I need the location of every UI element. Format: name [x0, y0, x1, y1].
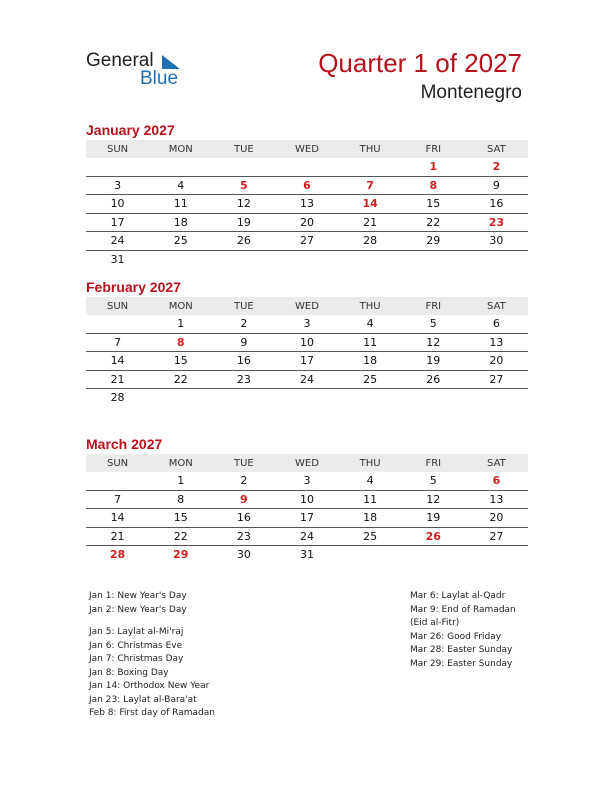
- holiday-day-cell: 28: [109, 548, 126, 562]
- day-cell: 24: [110, 234, 125, 248]
- week-row: [86, 232, 528, 251]
- day-cell: 18: [363, 354, 378, 368]
- week-row: [86, 491, 528, 510]
- week-row: [86, 371, 528, 390]
- weekday-label: FRI: [425, 457, 442, 469]
- day-cell: 22: [173, 372, 188, 386]
- weekday-label: FRI: [425, 143, 442, 155]
- day-cell: 16: [236, 354, 251, 368]
- holiday-day-cell: 8: [429, 178, 438, 192]
- day-cell: 5: [429, 317, 437, 331]
- day-cell: 13: [489, 492, 504, 506]
- holiday-note: Mar 6: Laylat al-Qadr: [410, 591, 506, 601]
- day-cell: 23: [236, 529, 251, 543]
- day-cell: 19: [426, 511, 441, 525]
- day-cell: 12: [426, 335, 441, 349]
- weekday-label: MON: [168, 457, 193, 469]
- holiday-note: (Eid al-Fitr): [410, 618, 460, 628]
- day-cell: 7: [114, 335, 122, 349]
- page-title: Quarter 1 of 2027: [318, 48, 522, 78]
- week-row: [86, 158, 528, 177]
- day-cell: 26: [426, 372, 441, 386]
- month-title: February 2027: [86, 279, 181, 295]
- logo-blue-text: Blue: [140, 68, 179, 89]
- day-cell: 26: [236, 234, 251, 248]
- holiday-note: Jan 23: Laylat al-Bara'at: [89, 694, 197, 705]
- holiday-day-cell: 8: [176, 335, 185, 349]
- week-row: [86, 528, 528, 547]
- holiday-note: Mar 28: Easter Sunday: [410, 645, 513, 655]
- month-calendar: [86, 436, 528, 564]
- holiday-day-cell: 7: [366, 178, 374, 192]
- day-cell: 31: [110, 252, 125, 266]
- weekday-label: SUN: [106, 457, 129, 469]
- spacer: [89, 617, 215, 626]
- holiday-list-right: [410, 590, 516, 671]
- day-cell: 12: [236, 197, 251, 211]
- weekday-label: THU: [359, 457, 381, 469]
- day-cell: 17: [299, 354, 314, 368]
- weekday-label: SAT: [487, 457, 506, 469]
- day-cell: 19: [236, 215, 251, 229]
- day-cell: 3: [303, 317, 311, 331]
- day-cell: 25: [173, 234, 188, 248]
- month-calendar: [86, 122, 528, 268]
- weekday-label: WED: [295, 300, 319, 312]
- week-row: [86, 177, 528, 196]
- holiday-day-cell: 5: [240, 178, 248, 192]
- day-cell: 28: [110, 391, 125, 405]
- day-cell: 22: [426, 215, 441, 229]
- day-cell: 19: [426, 354, 441, 368]
- day-cell: 18: [173, 215, 188, 229]
- day-cell: 9: [240, 335, 248, 349]
- weekday-label: WED: [295, 457, 319, 469]
- day-cell: 1: [177, 474, 185, 488]
- day-cell: 23: [236, 372, 251, 386]
- day-cell: 27: [299, 234, 314, 248]
- week-row: [86, 509, 528, 528]
- weekday-label: SUN: [106, 300, 129, 312]
- holiday-note: Mar 26: Good Friday: [410, 631, 502, 642]
- month-calendar: [86, 279, 528, 407]
- day-cell: 21: [363, 215, 378, 229]
- week-row: [86, 214, 528, 233]
- holiday-day-cell: 26: [425, 529, 441, 543]
- holiday-note: Mar 9: End of Ramadan: [410, 604, 516, 615]
- day-cell: 2: [240, 474, 248, 488]
- holiday-day-cell: 2: [492, 160, 501, 174]
- country-name: Montenegro: [420, 82, 522, 103]
- week-row: [86, 334, 528, 353]
- day-cell: 5: [429, 474, 437, 488]
- weekday-label: THU: [359, 143, 381, 155]
- day-cell: 21: [110, 529, 125, 543]
- week-row: [86, 195, 528, 214]
- holiday-day-cell: 1: [429, 160, 438, 174]
- week-row: [86, 352, 528, 371]
- day-cell: 24: [299, 372, 314, 386]
- holiday-day-cell: 6: [303, 178, 311, 192]
- day-cell: 30: [236, 548, 251, 562]
- logo: [86, 50, 196, 90]
- day-cell: 4: [177, 178, 185, 192]
- month-title: March 2027: [86, 436, 163, 452]
- holiday-note: Jan 8: Boxing Day: [89, 667, 169, 678]
- week-row: [86, 389, 528, 407]
- day-cell: 16: [236, 511, 251, 525]
- day-cell: 31: [299, 548, 314, 562]
- weekday-label: MON: [168, 300, 193, 312]
- weekday-header: [86, 297, 528, 315]
- day-cell: 20: [489, 354, 504, 368]
- day-cell: 14: [110, 511, 125, 525]
- day-cell: 15: [173, 354, 188, 368]
- day-cell: 7: [114, 492, 122, 506]
- day-cell: 20: [299, 215, 314, 229]
- day-cell: 17: [299, 511, 314, 525]
- day-cell: 25: [363, 529, 378, 543]
- weekday-label: SAT: [487, 143, 506, 155]
- day-cell: 17: [110, 215, 125, 229]
- week-row: [86, 472, 528, 491]
- day-cell: 24: [299, 529, 314, 543]
- holiday-note: Jan 7: Christmas Day: [89, 654, 184, 664]
- day-cell: 15: [426, 197, 441, 211]
- day-cell: 27: [489, 372, 504, 386]
- day-cell: 12: [426, 492, 441, 506]
- day-cell: 9: [492, 178, 500, 192]
- weekday-label: MON: [168, 143, 193, 155]
- day-cell: 13: [489, 335, 504, 349]
- day-cell: 16: [489, 197, 504, 211]
- holiday-list-left: [89, 590, 215, 721]
- logo-general-text: General: [86, 50, 154, 71]
- day-cell: 11: [173, 197, 188, 211]
- holiday-day-cell: 29: [173, 548, 189, 562]
- day-cell: 3: [114, 178, 122, 192]
- holiday-note: Jan 6: Christmas Eve: [89, 640, 183, 651]
- weekday-label: TUE: [233, 143, 254, 155]
- day-cell: 15: [173, 511, 188, 525]
- weekday-header: [86, 140, 528, 158]
- day-cell: 20: [489, 511, 504, 525]
- day-cell: 22: [173, 529, 188, 543]
- holiday-note: Jan 2: New Year's Day: [89, 604, 187, 615]
- week-row: [86, 251, 528, 269]
- weekday-label: FRI: [425, 300, 442, 312]
- holiday-note: Mar 29: Easter Sunday: [410, 658, 513, 669]
- holiday-note: Jan 1: New Year's Day: [89, 591, 187, 601]
- day-cell: 8: [177, 492, 185, 506]
- weekday-label: SAT: [487, 300, 506, 312]
- day-cell: 30: [489, 234, 504, 248]
- day-cell: 13: [299, 197, 314, 211]
- weekday-label: TUE: [233, 457, 254, 469]
- holiday-note: Jan 5: Laylat al-Mi'raj: [89, 627, 184, 637]
- day-cell: 4: [366, 474, 374, 488]
- week-row: [86, 546, 528, 564]
- day-cell: 28: [363, 234, 378, 248]
- day-cell: 29: [426, 234, 441, 248]
- day-cell: 25: [363, 372, 378, 386]
- weekday-label: WED: [295, 143, 319, 155]
- month-title: January 2027: [86, 122, 175, 138]
- day-cell: 1: [177, 317, 185, 331]
- holiday-day-cell: 6: [492, 474, 501, 488]
- day-cell: 3: [303, 474, 311, 488]
- day-cell: 27: [489, 529, 504, 543]
- day-cell: 4: [366, 317, 374, 331]
- holiday-day-cell: 14: [362, 197, 378, 211]
- holiday-day-cell: 23: [488, 215, 505, 229]
- day-cell: 6: [492, 317, 500, 331]
- day-cell: 10: [299, 335, 314, 349]
- weekday-label: TUE: [233, 300, 254, 312]
- day-cell: 21: [110, 372, 125, 386]
- day-cell: 18: [363, 511, 378, 525]
- holiday-day-cell: 9: [240, 492, 248, 506]
- holiday-note: Feb 8: First day of Ramadan: [89, 708, 215, 718]
- holiday-note: Jan 14: Orthodox New Year: [89, 681, 210, 691]
- weekday-label: SUN: [106, 143, 129, 155]
- day-cell: 10: [299, 492, 314, 506]
- day-cell: 11: [363, 335, 378, 349]
- week-row: [86, 315, 528, 334]
- day-cell: 14: [110, 354, 125, 368]
- day-cell: 11: [363, 492, 378, 506]
- weekday-label: THU: [359, 300, 381, 312]
- day-cell: 2: [240, 317, 248, 331]
- day-cell: 10: [110, 197, 125, 211]
- weekday-header: [86, 454, 528, 472]
